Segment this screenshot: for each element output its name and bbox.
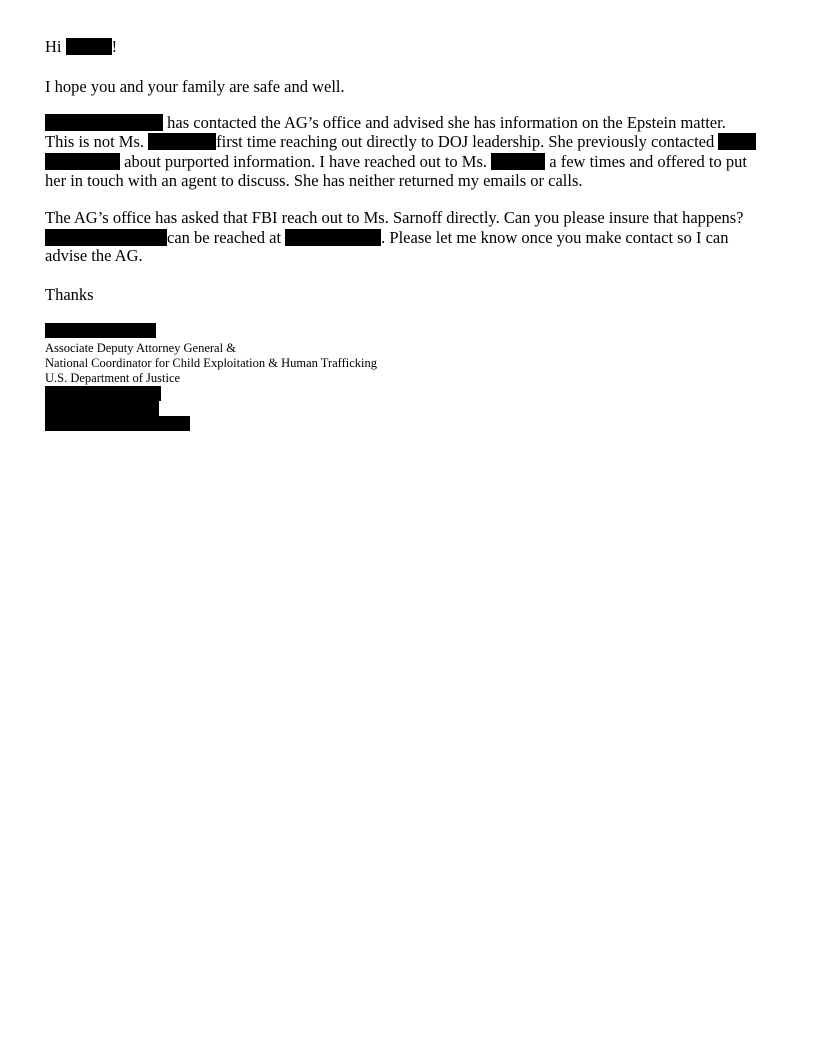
para1-line2-end: first time reaching out directly to DOJ leadership. She previously contacted (216, 132, 719, 151)
para2-line2-end: . Please let me know once you make contact so I can (381, 228, 729, 247)
para1-line1 (45, 113, 726, 133)
signature-org: U.S. Department of Justice (45, 371, 181, 385)
para1-line2 (45, 132, 756, 152)
para1-line3-end: a few times and offered to put (545, 152, 747, 171)
para1-line1-text: has contacted the AG’s office and advised she has information on the Epstein matter. (163, 113, 726, 132)
signature-title2: National Coordinator for Child Exploitation & Human Trafficking (45, 356, 378, 370)
redacted-name (66, 38, 112, 55)
redacted-name (45, 229, 167, 246)
greeting-line (45, 37, 117, 57)
para1-line3 (45, 152, 747, 172)
para2-line1: The AG’s office has asked that FBI reach out to Ms. Sarnoff directly. Can you please insure that happens? (45, 208, 744, 227)
redacted-phone (285, 229, 381, 246)
redacted-name (491, 153, 545, 170)
redacted-name (718, 133, 756, 150)
closing: Thanks (45, 285, 94, 304)
redacted-name (45, 153, 120, 170)
para2-line2 (45, 228, 728, 248)
redacted-contact-3 (45, 416, 190, 431)
greeting-exclaim: ! (111, 37, 118, 56)
redacted-name (148, 133, 216, 150)
para1-line4: her in touch with an agent to discuss. She has neither returned my emails or calls. (45, 171, 583, 190)
para1-line2-start: This is not Ms. (45, 132, 149, 151)
redacted-signer-name (45, 323, 156, 338)
redacted-contact-2 (45, 401, 159, 416)
para2-line3: advise the AG. (45, 246, 143, 265)
para2-line2-mid: can be reached at (167, 228, 286, 247)
signature-title1: Associate Deputy Attorney General & (45, 341, 236, 355)
para1-line3-mid: about purported information. I have reached out to Ms. (120, 152, 492, 171)
greeting-text: Hi (45, 37, 66, 56)
redacted-contact-1 (45, 386, 161, 401)
redacted-name (45, 114, 163, 131)
wellwish-line: I hope you and your family are safe and well. (45, 77, 345, 96)
